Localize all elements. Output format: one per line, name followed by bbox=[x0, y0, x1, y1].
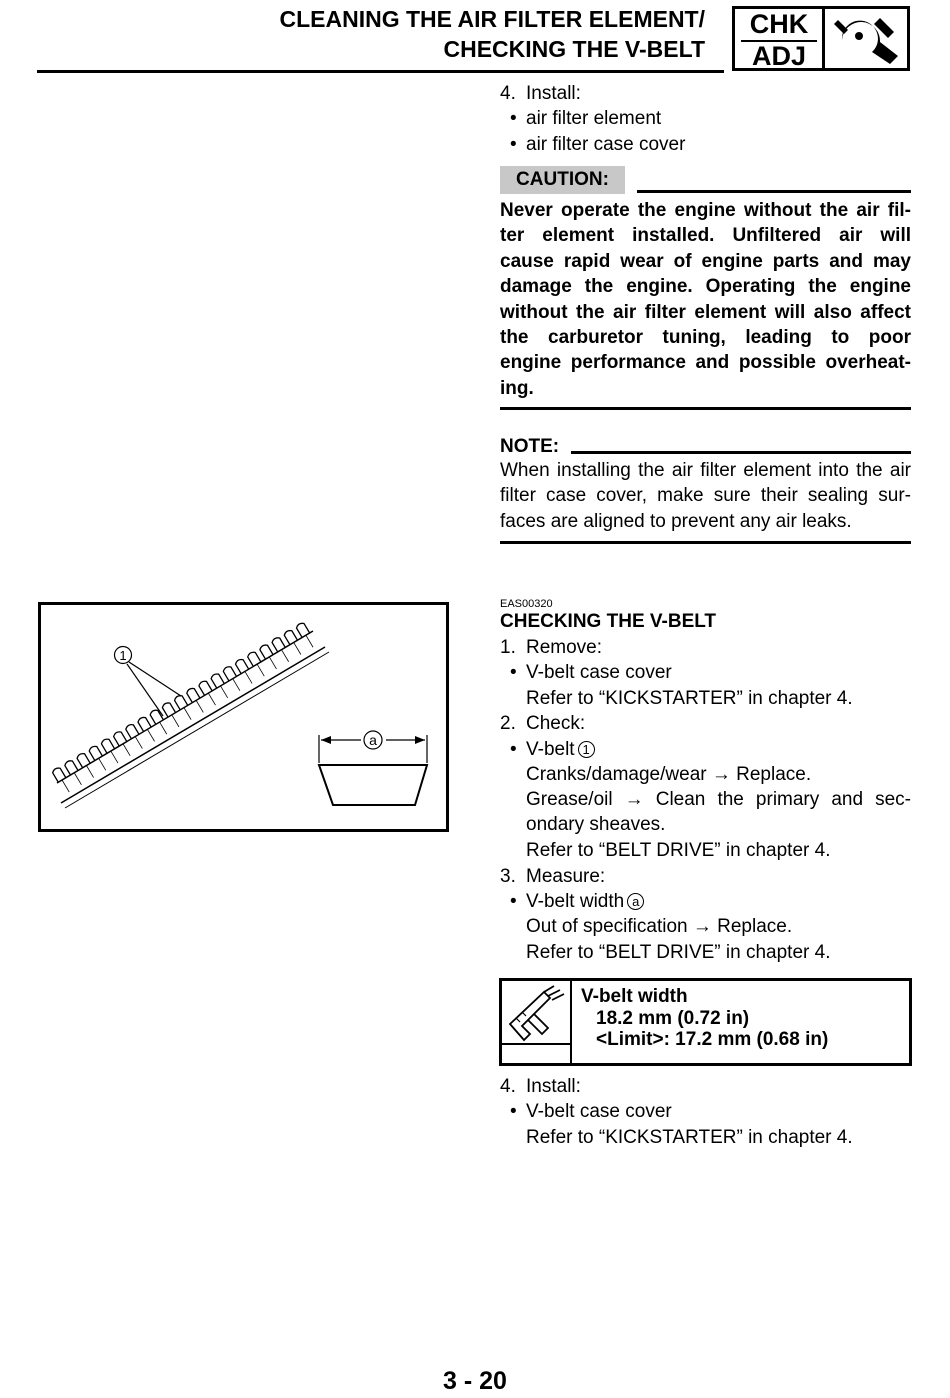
belt-hatch bbox=[208, 693, 215, 705]
badge-chk: CHK bbox=[749, 9, 809, 39]
belt-hatch bbox=[245, 671, 252, 683]
belt-hatch bbox=[233, 679, 240, 691]
sub-text: Refer to “BELT DRIVE” in chapter 4. bbox=[526, 942, 831, 963]
belt-tooth bbox=[284, 631, 297, 645]
caution-line: engine performance and possible overheat- bbox=[500, 352, 911, 374]
header-rule bbox=[37, 70, 724, 73]
belt-tooth bbox=[296, 623, 309, 637]
belt-hatch bbox=[147, 729, 154, 741]
sub-text: ondary sheaves. bbox=[526, 814, 666, 836]
spec-title: V-belt width bbox=[581, 986, 688, 1007]
note-label-rule bbox=[571, 451, 911, 454]
belt-tooth bbox=[211, 674, 224, 688]
step-number: 3. bbox=[500, 866, 516, 887]
caution-line: the carburetor tuning, leading to poor bbox=[500, 326, 911, 348]
belt-hatch bbox=[306, 635, 313, 647]
caution-end-rule bbox=[500, 407, 911, 410]
caution-line: ter element installed. Unfiltered air will bbox=[500, 225, 911, 247]
bullet-dot: • bbox=[510, 891, 517, 912]
bullet-dot: • bbox=[510, 108, 517, 129]
section-heading: CHECKING THE V-BELT bbox=[500, 611, 717, 632]
callout-mark: 1 bbox=[578, 741, 595, 758]
belt-tooth bbox=[138, 717, 151, 731]
belt-hatch bbox=[196, 700, 203, 712]
belt-hatch bbox=[74, 773, 81, 785]
bullet-text: V-belt bbox=[526, 739, 575, 760]
note-text bbox=[500, 458, 911, 534]
note-line: filter case cover, make sure their sealing sur- bbox=[500, 485, 911, 507]
v-belt-illustration bbox=[41, 605, 446, 829]
step-number: 1. bbox=[500, 637, 516, 658]
step-title: Install: bbox=[526, 1076, 581, 1097]
belt-tooth bbox=[89, 746, 102, 760]
bullet-item: V-belt case cover bbox=[526, 1101, 672, 1122]
callout-1-label: 1 bbox=[119, 648, 127, 663]
v-belt-figure bbox=[38, 602, 449, 832]
sub-text: Refer to “KICKSTARTER” in chapter 4. bbox=[526, 688, 853, 709]
badge-adj: ADJ bbox=[751, 41, 806, 71]
caution-line: ing. bbox=[500, 377, 534, 399]
belt-hatch bbox=[160, 722, 167, 734]
note-end-rule bbox=[500, 541, 911, 544]
bullet-item: air filter element bbox=[526, 108, 662, 129]
section-code: EAS00320 bbox=[500, 598, 553, 610]
step-number: 4. bbox=[500, 1076, 516, 1097]
belt-tooth bbox=[77, 754, 90, 768]
caution-line: without the air filter element will also affect bbox=[500, 301, 911, 323]
caliper-icon bbox=[504, 984, 568, 1042]
sub-text: Refer to “BELT DRIVE” in chapter 4. bbox=[526, 840, 831, 861]
caution-line: cause rapid wear of engine parts and may bbox=[500, 250, 911, 272]
bullet-item: air filter case cover bbox=[526, 134, 686, 155]
belt-tooth bbox=[236, 660, 249, 674]
belt-hatch bbox=[86, 766, 93, 778]
callout-a-label: a bbox=[369, 732, 377, 748]
belt-hatch bbox=[221, 686, 228, 698]
belt-tooth bbox=[248, 652, 261, 666]
caution-line: Never operate the engine without the air fil- bbox=[500, 200, 911, 221]
bullet-dot: • bbox=[510, 134, 517, 155]
belt-hatch bbox=[135, 737, 142, 749]
page-title-line2: CHECKING THE V-BELT bbox=[443, 36, 705, 62]
belt-hatch bbox=[62, 780, 69, 792]
belt-hatch bbox=[172, 715, 179, 727]
sub-text: Grease/oil → Clean the primary and sec- bbox=[526, 789, 911, 810]
sub-text: Out of specification → Replace. bbox=[526, 916, 793, 937]
callout-mark: a bbox=[627, 893, 644, 910]
step-title: Remove: bbox=[526, 637, 603, 658]
spec-limit: <Limit>: 17.2 mm (0.68 in) bbox=[596, 1029, 829, 1050]
belt-tooth bbox=[223, 667, 236, 681]
wrench-icon bbox=[832, 12, 904, 68]
bullet-item bbox=[526, 889, 644, 915]
step-title: Install: bbox=[526, 83, 581, 104]
bullet-item bbox=[526, 737, 595, 763]
note-line: faces are aligned to prevent any air leaks. bbox=[500, 510, 852, 532]
page-number: 3 - 20 bbox=[443, 1367, 507, 1395]
sub-text: Cranks/damage/wear → Replace. bbox=[526, 764, 812, 785]
caution-line: damage the engine. Operating the engine bbox=[500, 276, 911, 298]
caution-text bbox=[500, 198, 911, 401]
belt-tooth bbox=[187, 688, 200, 702]
belt-tooth bbox=[150, 710, 163, 724]
belt-tooth bbox=[175, 696, 188, 710]
belt-hatch bbox=[294, 642, 301, 654]
belt-hatch bbox=[257, 664, 264, 676]
bullet-dot: • bbox=[510, 739, 517, 760]
belt-tooth bbox=[272, 638, 285, 652]
step-title: Check: bbox=[526, 713, 586, 734]
belt-hatch bbox=[269, 657, 276, 669]
sub-text: Refer to “KICKSTARTER” in chapter 4. bbox=[526, 1127, 853, 1148]
step-title: Measure: bbox=[526, 866, 606, 887]
bullet-dot: • bbox=[510, 662, 517, 683]
bullet-dot: • bbox=[510, 1101, 517, 1122]
belt-hatch bbox=[184, 708, 191, 720]
belt-tooth bbox=[101, 739, 114, 753]
belt-tooth bbox=[260, 645, 273, 659]
belt-tooth bbox=[65, 761, 78, 775]
badge-divider bbox=[822, 6, 825, 71]
spec-icon-rule bbox=[501, 1043, 571, 1045]
note-label: NOTE: bbox=[500, 436, 560, 457]
spec-divider bbox=[570, 978, 572, 1066]
bullet-item: V-belt case cover bbox=[526, 662, 672, 683]
belt-hatch bbox=[111, 751, 118, 763]
step-number: 2. bbox=[500, 713, 516, 734]
belt-hatch bbox=[123, 744, 130, 756]
page-title-line1: CLEANING THE AIR FILTER ELEMENT/ bbox=[279, 6, 705, 32]
bullet-text: V-belt width bbox=[526, 891, 625, 912]
belt-cross-section bbox=[319, 765, 427, 805]
spec-value: 18.2 mm (0.72 in) bbox=[596, 1008, 750, 1029]
belt-tooth bbox=[114, 732, 127, 746]
belt-hatch bbox=[281, 650, 288, 662]
belt-tooth bbox=[126, 725, 139, 739]
caution-label-rule bbox=[637, 190, 911, 193]
belt-hatch bbox=[99, 758, 106, 770]
note-line: When installing the air filter element into the air bbox=[500, 460, 911, 481]
belt-tooth bbox=[199, 681, 212, 695]
step-number: 4. bbox=[500, 83, 516, 104]
caution-label: CAUTION: bbox=[500, 166, 625, 194]
sub-text-block bbox=[526, 787, 911, 838]
belt-tooth bbox=[162, 703, 175, 717]
belt-tooth bbox=[53, 768, 66, 782]
